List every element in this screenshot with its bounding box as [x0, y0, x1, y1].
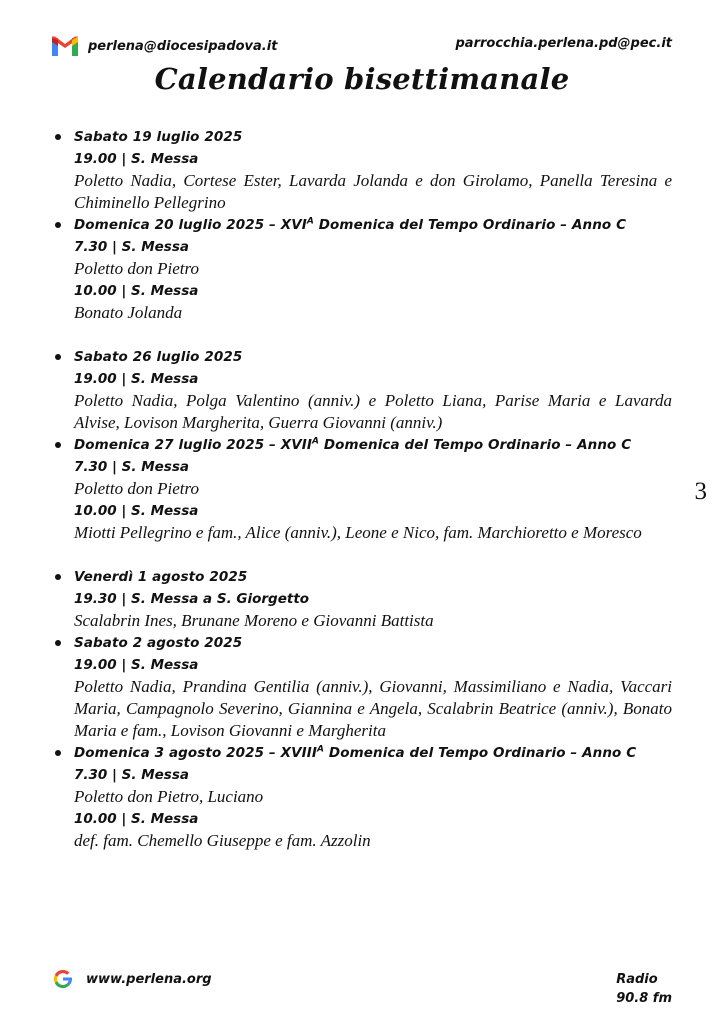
entry-day-rest: Domenica del Tempo Ordinario – Anno C — [324, 745, 637, 761]
entry-day-text: Domenica 27 luglio 2025 – XVII — [74, 437, 312, 453]
mass-intentions: Poletto Nadia, Polga Valentino (anniv.) e Poletto Liana, Parise Maria e Lavarda Alvise, Lovison Margherita, Guerra Giovanni (anniv.) — [74, 391, 672, 432]
calendar-group — [52, 346, 672, 544]
mass-time: 10.00 | S. Messa — [74, 283, 199, 299]
entry-day-rest: Domenica del Tempo Ordinario – Anno C — [313, 217, 627, 233]
calendar-entry — [52, 214, 672, 324]
mass-time: 19.30 | S. Messa a S. Giorgetto — [74, 591, 310, 607]
mass-intentions: Poletto don Pietro, Luciano — [74, 787, 264, 806]
calendar-list — [52, 126, 672, 874]
google-icon — [52, 968, 74, 990]
gmail-icon — [52, 36, 78, 56]
page-footer — [52, 968, 672, 1013]
entry-day — [74, 346, 672, 368]
mass-time: 10.00 | S. Messa — [74, 503, 199, 519]
entry-day-text: Domenica 20 luglio 2025 – XVI — [74, 217, 307, 233]
entry-day — [74, 632, 672, 654]
email-left — [52, 36, 277, 56]
entry-day-superscript: A — [306, 216, 314, 227]
entry-day-text: Sabato 26 luglio 2025 — [74, 349, 243, 365]
mass-time: 7.30 | S. Messa — [74, 767, 189, 783]
calendar-entry — [52, 742, 672, 852]
entry-day-text: Domenica 3 agosto 2025 – XVIII — [74, 745, 318, 761]
mass-time: 7.30 | S. Messa — [74, 239, 189, 255]
radio-line-2: 90.8 fm — [616, 991, 672, 1006]
mass-intentions: Bonato Jolanda — [74, 303, 183, 322]
mass-time: 19.00 | S. Messa — [74, 151, 199, 167]
mass-time: 10.00 | S. Messa — [74, 811, 199, 827]
calendar-entry — [52, 126, 672, 214]
website-link[interactable]: www.perlena.org — [86, 971, 212, 987]
calendar-group — [52, 566, 672, 852]
calendar-entry — [52, 346, 672, 434]
calendar-entry — [52, 434, 672, 544]
mass-intentions: Poletto don Pietro — [74, 259, 199, 278]
bullet-icon — [55, 750, 61, 756]
entry-day-superscript: A — [317, 744, 325, 755]
radio-line-1: Radio — [616, 972, 658, 987]
calendar-group — [52, 126, 672, 324]
bullet-icon — [55, 222, 61, 228]
mass-time: 19.00 | S. Messa — [74, 371, 199, 387]
bullet-icon — [55, 640, 61, 646]
footer-website — [52, 968, 212, 990]
mass-intentions: Scalabrin Ines, Brunane Moreno e Giovanni Battista — [74, 611, 434, 630]
bullet-icon — [55, 574, 61, 580]
entry-day-text: Venerdì 1 agosto 2025 — [74, 569, 248, 585]
bullet-icon — [55, 354, 61, 360]
calendar-entry — [52, 566, 672, 632]
entry-day-rest: Domenica del Tempo Ordinario – Anno C — [319, 437, 632, 453]
entry-day — [74, 566, 672, 588]
entry-day — [74, 214, 672, 236]
mass-intentions: Poletto don Pietro — [74, 479, 199, 498]
mass-intentions: Miotti Pellegrino e fam., Alice (anniv.), Leone e Nico, fam. Marchioretto e Moresco — [74, 523, 642, 542]
mass-intentions: Poletto Nadia, Cortese Ester, Lavarda Jolanda e don Girolamo, Panella Teresina e Chiminello Pellegrino — [74, 171, 672, 212]
mass-intentions: def. fam. Chemello Giuseppe e fam. Azzolin — [74, 831, 371, 850]
entry-day-text: Sabato 2 agosto 2025 — [74, 635, 243, 651]
page-number: 3 — [694, 478, 707, 505]
entry-day-superscript: A — [312, 436, 320, 447]
calendar-entry — [52, 632, 672, 742]
email-left-text[interactable]: perlena@diocesipadova.it — [88, 38, 278, 54]
entry-day — [74, 742, 672, 764]
page-header — [52, 34, 672, 58]
bullet-icon — [55, 134, 61, 140]
page-title: Calendario bisettimanale — [154, 62, 570, 96]
mass-intentions: Poletto Nadia, Prandina Gentilia (anniv.), Giovanni, Massimiliano e Nadia, Vaccari Maria, Campagnolo Severino, Giannina e Angela, Scalabrin Beatrice (anniv.), Bonato Maria e fam., Lovison Giovanni e Margherita — [74, 677, 672, 740]
entry-day — [74, 434, 672, 456]
mass-time: 19.00 | S. Messa — [74, 657, 199, 673]
mass-time: 7.30 | S. Messa — [74, 459, 189, 475]
email-right[interactable]: parrocchia.perlena.pd@pec.it — [455, 36, 672, 51]
entry-day — [74, 126, 672, 148]
bullet-icon — [55, 442, 61, 448]
radio-info — [616, 970, 672, 1008]
entry-day-text: Sabato 19 luglio 2025 — [74, 129, 243, 145]
